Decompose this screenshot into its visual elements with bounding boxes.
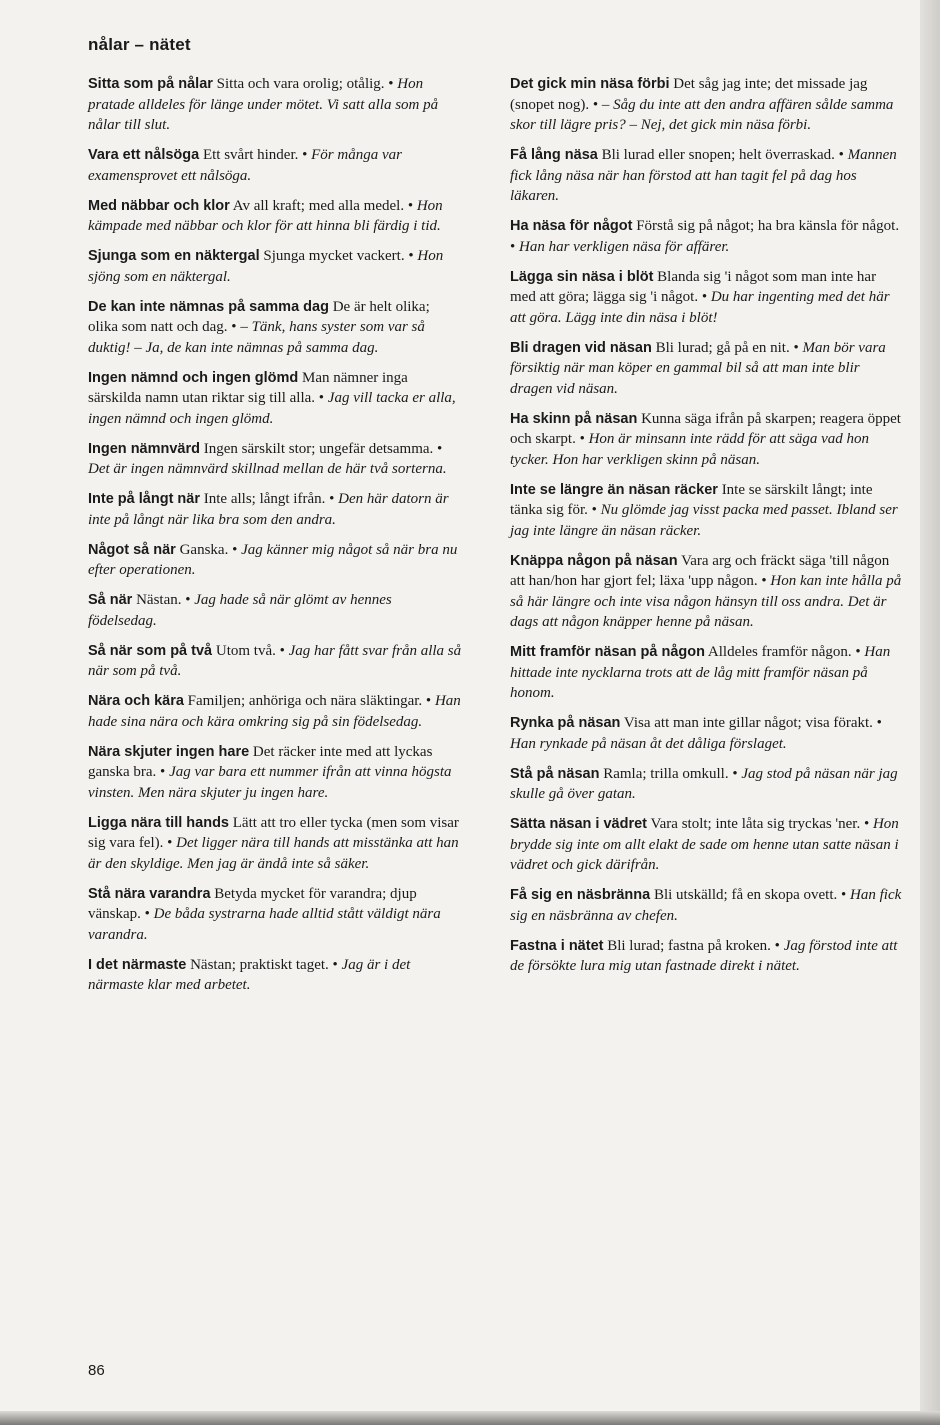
entry-phrase: Nära och kära [88, 693, 184, 709]
entry-phrase: Ingen nämnd och ingen glömd [88, 369, 299, 386]
entry-phrase: I det närmaste [88, 956, 187, 973]
entry-definition: Inte alls; långt ifrån. • [203, 491, 335, 507]
entry-phrase: Sätta näsan i vädret [510, 816, 647, 832]
entry-example: Nu glömde jag visst packa med passet. Ibland ser jag inte längre än näsan räcker. [510, 502, 898, 539]
entry-definition: Bli lurad; gå på en nit. • [655, 339, 799, 356]
entry-phrase: Ha näsa för något [510, 218, 633, 234]
entry-phrase: Rynka på näsan [510, 715, 621, 731]
entry-phrase: Knäppa någon på näsan [510, 552, 678, 569]
entry-8 [510, 642, 905, 704]
entry-3 [88, 246, 463, 287]
entry-example: Han har verkligen näsa för affärer. [519, 238, 730, 255]
entry-11 [510, 814, 905, 876]
entry-phrase: Bli dragen vid näsan [510, 339, 652, 356]
entry-definition: Lätt att tro eller tycka (men som visar sig vara fel). • [88, 814, 459, 851]
entry-phrase: Inte på långt när [88, 491, 200, 507]
entry-phrase: Inte se längre än näsan räcker [510, 481, 718, 498]
entry-example: För många var examensprovet ett nålsöga. [88, 147, 402, 184]
entry-phrase: Ligga nära till hands [88, 814, 229, 831]
entry-phrase: Det gick min näsa förbi [510, 76, 670, 92]
entry-phrase: Få lång näsa [510, 147, 598, 163]
entry-example: Han hittade inte nycklarna trots att de låg mitt framför näsan på honom. [510, 644, 891, 701]
entry-11 [88, 691, 463, 732]
entry-phrase: Nära skjuter ingen hare [88, 743, 250, 760]
entry-definition: Alldeles framför någon. • [707, 644, 861, 660]
entry-phrase: Ingen nämnvärd [88, 440, 200, 457]
entry-phrase: Så när [88, 592, 133, 608]
entry-phrase: Stå nära varandra [88, 885, 211, 902]
entry-8 [88, 540, 463, 581]
entry-example: Jag vill tacka er alla, ingen nämnd och ingen glömd. [88, 390, 456, 427]
entry-example: Han rynkade på näsan åt det dåliga förslaget. [510, 735, 787, 752]
entry-phrase: Lägga sin näsa i blöt [510, 268, 654, 285]
entry-definition: Det räcker inte med att lyckas ganska bra. • [88, 743, 433, 780]
entry-definition: Ganska. • [179, 541, 238, 558]
page-number: 86 [88, 1362, 105, 1379]
entry-definition: Ett svårt hinder. • [202, 147, 308, 163]
entry-4 [510, 338, 905, 400]
entry-phrase: Mitt framför näsan på någon [510, 644, 705, 660]
entry-definition: De är helt olika; olika som natt och dag. • [88, 298, 430, 335]
left-column [88, 74, 463, 1005]
entry-example: Den här datorn är inte på långt när lika bra som den andra. [88, 491, 449, 528]
page-header: nålar – nätet [88, 35, 191, 54]
entry-definition: Visa att man inte gillar något; visa förakt. • [623, 715, 882, 731]
entry-phrase: Stå på näsan [510, 765, 600, 782]
entry-6 [88, 439, 463, 480]
entry-phrase: Ha skinn på näsan [510, 410, 638, 427]
entry-14 [88, 884, 463, 946]
scan-bottom-edge [0, 1411, 940, 1425]
entry-example: Hon kämpade med näbbar och klor för att hinna bli färdig i tid. [88, 197, 443, 234]
entry-example: Jag hade så när glömt av hennes födelsedag. [88, 592, 392, 629]
entry-example: Han fick sig en näsbränna av chefen. [510, 887, 902, 924]
entry-1 [510, 145, 905, 207]
entry-example: Hon är minsann inte rädd för att säga vad hon tycker. Hon har verkligen skinn på näsan. [510, 431, 870, 468]
entry-example: – Såg du inte att den andra affären sålde samma skor till lägre pris? – Nej, det gick min näsa förbi. [510, 96, 894, 133]
entry-15 [88, 955, 463, 996]
entry-12 [510, 885, 905, 926]
entry-definition: Ramla; trilla omkull. • [603, 765, 738, 782]
right-column [510, 74, 905, 986]
entry-definition: Bli utskälld; få en skopa ovett. • [653, 887, 847, 903]
entry-example: Jag förstod inte att de försökte lura mig utan fastnade direkt i nätet. [510, 937, 898, 974]
entry-definition: Kunna säga ifrån på skarpen; reagera öppet och skarpt. • [510, 410, 901, 447]
entry-example: Mannen fick lång näsa när han förstod att han tagit fel på dag hos läkaren. [510, 147, 897, 204]
entry-definition: Bli lurad eller snopen; helt överraskad. • [601, 147, 844, 163]
entry-definition: Man nämner inga särskilda namn utan riktar sig till alla. • [88, 369, 408, 406]
entry-definition: Av all kraft; med alla medel. • [232, 197, 414, 214]
entry-definition: Utom två. • [215, 642, 285, 659]
entry-definition: Det såg jag inte; det missade jag (snopet nog). • [510, 76, 868, 113]
entry-13 [510, 936, 905, 977]
entry-0 [88, 74, 463, 136]
entry-10 [510, 764, 905, 805]
entry-example: Han hade sina nära och kära omkring sig på sin födelsedag. [88, 693, 461, 730]
entry-12 [88, 742, 463, 804]
entry-definition: Sjunga mycket vackert. • [263, 248, 414, 264]
entry-example: Jag har fått svar från alla så när som på två. [88, 642, 462, 679]
entry-definition: Betyda mycket för varandra; djup vänskap. • [88, 885, 417, 922]
entry-definition: Nästan. • [136, 592, 191, 608]
entry-phrase: De kan inte nämnas på samma dag [88, 298, 329, 315]
entry-phrase: Sjunga som en näktergal [88, 248, 260, 264]
entry-example: Hon kan inte hålla på så här längre och inte visa någon hänsyn till oss andra. Det är dags att någon knäpper henne på näsan. [510, 573, 902, 630]
entry-example: Jag är i det närmaste klar med arbetet. [88, 956, 411, 993]
entry-phrase: Något så när [88, 541, 176, 558]
entry-definition: Nästan; praktiskt taget. • [190, 956, 338, 973]
entry-example: Jag stod på näsan när jag skulle gå över gatan. [510, 765, 898, 802]
entry-definition: Vara arg och fräckt säga 'till någon att han/hon har gjort fel; läxa 'upp någon. • [510, 552, 890, 589]
entry-0 [510, 74, 905, 136]
entry-phrase: Sitta som på nålar [88, 76, 213, 92]
entry-6 [510, 480, 905, 542]
entry-definition: Bli lurad; fastna på kroken. • [607, 937, 780, 954]
entry-example: Hon pratade alldeles för länge under mötet. Vi satt alla som på nålar till slut. [88, 76, 439, 133]
entry-example: Jag känner mig något så när bra nu efter operationen. [88, 541, 458, 578]
entry-example: Hon sjöng som en näktergal. [88, 248, 444, 285]
entry-phrase: Få sig en näsbränna [510, 887, 651, 903]
entry-definition: Blanda sig 'i något som man inte har med att göra; lägga sig 'i något. • [510, 268, 877, 305]
entry-2 [510, 216, 905, 257]
entry-definition: Inte se särskilt långt; inte tänka sig för. • [510, 481, 873, 518]
entry-example: Det ligger nära till hands att misstänka att han är den skyldige. Men jag är ändå inte så säker. [88, 835, 459, 872]
entry-example: Hon brydde sig inte om allt elakt de sade om henne utan satte näsan i vädret och gick därifrån. [510, 816, 899, 873]
entry-example: Det är ingen nämnvärd skillnad mellan de här två sorterna. [88, 461, 447, 477]
entry-phrase: Med näbbar och klor [88, 197, 230, 214]
page-edge-shadow [920, 0, 940, 1425]
entry-example: De båda systrarna hade alltid stått väldigt nära varandra. [88, 906, 441, 943]
entry-phrase: Så när som på två [88, 642, 213, 659]
entry-definition: Vara stolt; inte låta sig tryckas 'ner. • [650, 816, 870, 832]
entry-4 [88, 297, 463, 359]
entry-5 [510, 409, 905, 471]
entry-10 [88, 641, 463, 682]
entry-phrase: Fastna i nätet [510, 937, 604, 954]
entry-definition: Sitta och vara orolig; otålig. • [216, 76, 394, 92]
entry-9 [510, 713, 905, 754]
entry-definition: Familjen; anhöriga och nära släktingar. • [187, 693, 432, 709]
entry-definition: Ingen särskilt stor; ungefär detsamma. • [203, 440, 443, 457]
entry-example: – Tänk, hans syster som var så duktig! – Ja, de kan inte nämnas på samma dag. [88, 319, 425, 356]
entry-definition: Förstå sig på något; ha bra känsla för något. • [510, 218, 900, 255]
entry-1 [88, 145, 463, 186]
entry-13 [88, 813, 463, 875]
entry-3 [510, 267, 905, 329]
entry-9 [88, 590, 463, 631]
entry-phrase: Vara ett nålsöga [88, 147, 200, 163]
entry-2 [88, 196, 463, 237]
entry-7 [510, 551, 905, 633]
entry-example: Jag var bara ett nummer ifrån att vinna högsta vinsten. Men nära skjuter ju ingen hare. [88, 764, 452, 801]
entry-example: Man bör vara försiktig när man köper en gammal bil så att man inte blir dragen vid näsan. [510, 339, 886, 397]
entry-7 [88, 489, 463, 530]
entry-5 [88, 368, 463, 430]
entry-example: Du har ingenting med det här att göra. Lägg inte din näsa i blöt! [510, 289, 890, 326]
